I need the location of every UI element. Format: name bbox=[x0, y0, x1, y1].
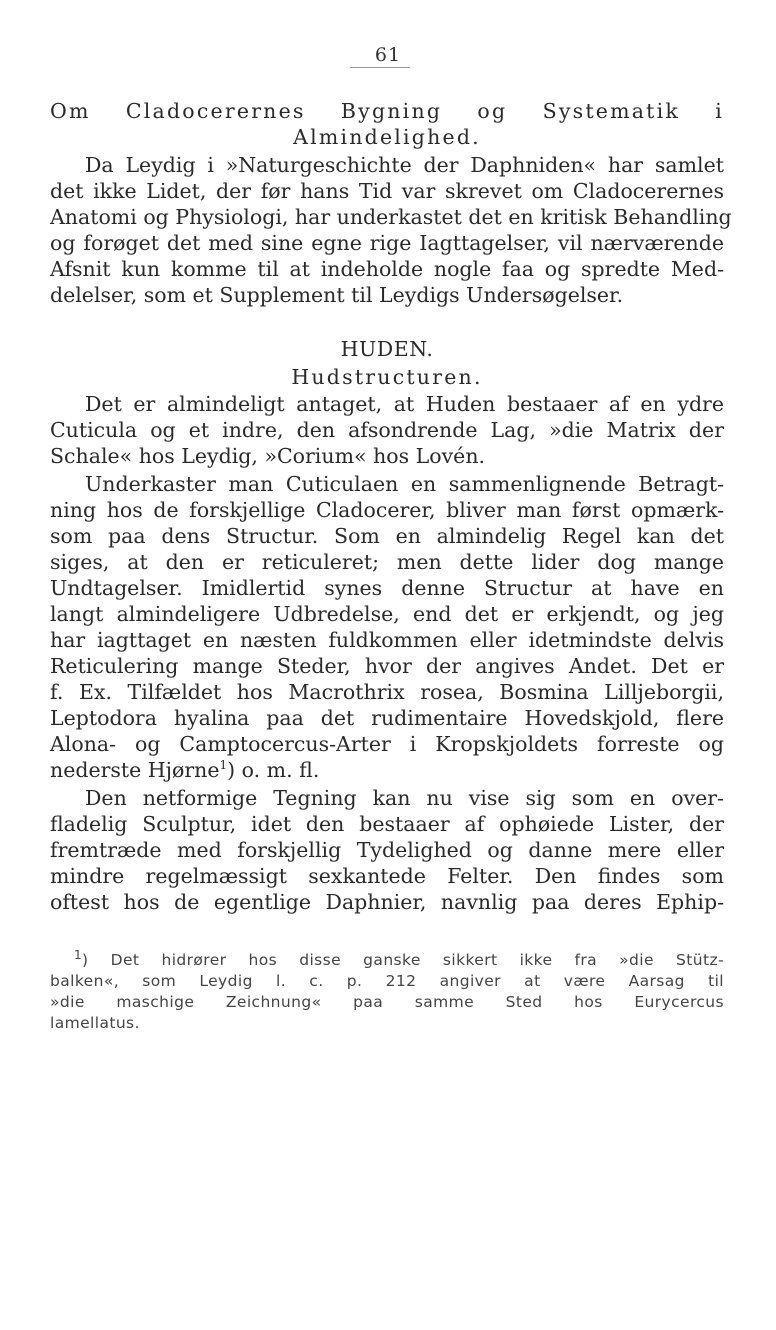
para2-last-line bbox=[50, 757, 724, 783]
para2-line: Alona- og Camptocercus-Arter i Kropskjoldets forreste og bbox=[50, 732, 724, 756]
footnote-line bbox=[50, 947, 724, 970]
page-number-rule bbox=[350, 67, 410, 68]
page-number: 61 bbox=[374, 44, 402, 66]
intro-line: og forøget det med sine egne rige Iagttagelser, vil nærværende bbox=[50, 231, 724, 255]
para2-line: langt almindeligere Udbredelse, end det er erkjendt, og jeg bbox=[50, 602, 724, 626]
para3-line: fremtræde med forskjellig Tydelighed og danne mere eller bbox=[50, 838, 724, 862]
para2-line: Leptodora hyalina paa det rudimentaire Hovedskjold, flere bbox=[50, 706, 724, 730]
subsection-title: Hudstructuren. bbox=[291, 365, 483, 389]
section-title: HUDEN. bbox=[340, 337, 434, 361]
para2-line: som paa dens Structur. Som en almindelig Regel kan det bbox=[50, 524, 724, 548]
heading-line-2: Almindelighed. bbox=[293, 125, 481, 149]
para2-line: Undtagelser. Imidlertid synes denne Structur at have en bbox=[50, 576, 724, 600]
para2-last-text-after: ) o. m. fl. bbox=[227, 758, 320, 782]
para1-line: Det er almindeligt antaget, at Huden bestaaer af en ydre bbox=[85, 392, 724, 416]
intro-line: Afsnit kun komme til at indeholde nogle faa og spredte Med- bbox=[50, 257, 724, 281]
para2-last-text: nederste Hjørne bbox=[50, 758, 220, 782]
intro-line: det ikke Lidet, der før hans Tid var skrevet om Cladocerernes bbox=[50, 179, 724, 203]
para2-line: ning hos de forskjellige Cladocerer, bliver man først opmærk- bbox=[50, 498, 724, 522]
footnote-line: »die maschige Zeichnung« paa samme Sted hos Eurycercus bbox=[50, 993, 724, 1011]
footnote-reference: 1 bbox=[219, 758, 228, 773]
footnote-line: lamellatus. bbox=[50, 1014, 140, 1032]
heading-line-1: Om Cladocerernes Bygning og Systematik i bbox=[50, 99, 724, 123]
footnote-marker: 1 bbox=[74, 947, 83, 962]
para1-line: Schale« hos Leydig, »Corium« hos Lovén. bbox=[50, 444, 486, 468]
footnote-line: balken«, som Leydig l. c. p. 212 angiver at være Aarsag til bbox=[50, 972, 724, 990]
para2-line: har iagttaget en næsten fuldkommen eller idetmindste delvis bbox=[50, 628, 724, 652]
para3-line: fladelig Sculptur, idet den bestaaer af ophøiede Lister, der bbox=[50, 812, 724, 836]
para3-line: oftest hos de egentlige Daphnier, navnlig paa deres Ephip- bbox=[50, 890, 724, 914]
para2-line: siges, at den er reticuleret; men dette lider dog mange bbox=[50, 550, 724, 574]
intro-line: Anatomi og Physiologi, har underkastet det en kritisk Behandling bbox=[50, 205, 732, 229]
para1-line: Cuticula og et indre, den afsondrende Lag, »die Matrix der bbox=[50, 418, 724, 442]
footnote-first-text: ) Det hidrører hos disse ganske sikkert ikke fra »die Stütz- bbox=[82, 951, 724, 969]
intro-line: Da Leydig i »Naturgeschichte der Daphniden« har samlet bbox=[85, 153, 724, 177]
para2-line: f. Ex. Tilfældet hos Macrothrix rosea, Bosmina Lilljeborgii, bbox=[50, 680, 724, 704]
intro-line: delelser, som et Supplement til Leydigs Undersøgelser. bbox=[50, 283, 624, 307]
para2-line: Underkaster man Cuticulaen en sammenlignende Betragt- bbox=[85, 472, 724, 496]
para3-line: Den netformige Tegning kan nu vise sig som en over- bbox=[85, 786, 724, 810]
para2-line: Reticulering mange Steder, hvor der angives Andet. Det er bbox=[50, 654, 724, 678]
para3-line: mindre regelmæssigt sexkantede Felter. Den findes som bbox=[50, 864, 724, 888]
